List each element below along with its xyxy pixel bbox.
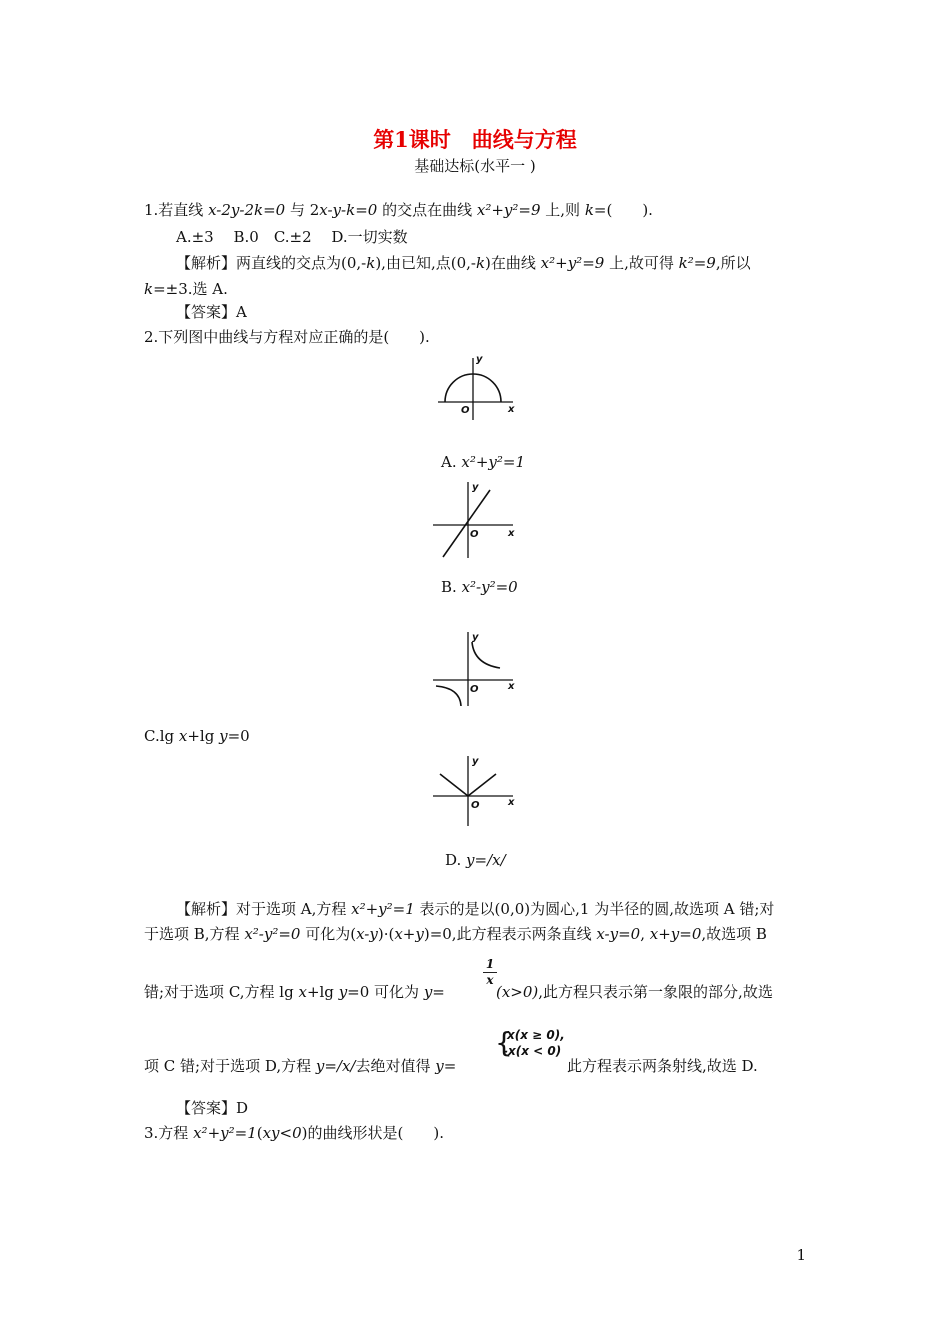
equation: x²+y²=1 xyxy=(351,900,415,918)
q2-analysis-line3-left xyxy=(144,982,445,1002)
equation: k²=9 xyxy=(678,254,716,272)
variable: k xyxy=(584,201,594,219)
equation: x-y xyxy=(356,925,378,943)
text: ( xyxy=(256,1124,263,1142)
text: =0 可化为 xyxy=(347,983,424,1001)
text: D. xyxy=(445,851,467,869)
equation: y=/x/ xyxy=(315,1057,356,1075)
q2-answer: 【答案】D xyxy=(176,1099,249,1117)
equation: y= xyxy=(423,983,445,1001)
q1-options: A.±3 B.0 C.±2 D.一切实数 xyxy=(176,228,408,246)
q1-analysis xyxy=(176,253,751,273)
equation: x²-y²=0 xyxy=(244,925,301,943)
axis-x-label: x xyxy=(508,404,515,415)
q1-analysis-cont xyxy=(144,279,228,299)
axis-x-label: x xyxy=(508,528,515,539)
text: ,故选项 B xyxy=(701,925,767,943)
condition: (x>0) xyxy=(496,983,539,1001)
axis-x-label: x xyxy=(508,797,515,808)
page-title: 第1课时 曲线与方程 xyxy=(373,127,577,152)
text: 于选项 B,方程 xyxy=(144,925,245,943)
equation: x+y=0 xyxy=(649,925,702,943)
figure-a-semicircle xyxy=(428,352,523,422)
equation: x²+y²=9 xyxy=(540,254,605,272)
text: 1.若直线 xyxy=(144,201,209,219)
equation: y=/x/ xyxy=(466,851,506,869)
equation: x-2y-2k=0 xyxy=(208,201,286,219)
axis-y-label: y xyxy=(472,756,479,767)
origin-label: O xyxy=(461,405,470,416)
caption-b xyxy=(441,577,518,597)
hyperbola-branch-third-quadrant xyxy=(436,686,461,706)
q2-stem: 2.下列图中曲线与方程对应正确的是( ). xyxy=(144,328,430,346)
text: +lg xyxy=(187,727,220,745)
q2-analysis-line2 xyxy=(144,924,767,944)
origin-label: O xyxy=(471,800,480,811)
caption-c xyxy=(144,726,250,746)
variable: y xyxy=(338,983,348,1001)
text: +lg xyxy=(306,983,339,1001)
variable: k xyxy=(366,254,376,272)
text: 上,则 xyxy=(540,201,585,219)
line-curve xyxy=(443,490,490,557)
fraction-denominator: x xyxy=(486,973,494,987)
page-subtitle: 基础达标(水平一 ) xyxy=(414,157,536,175)
equation: x²+y²=1 xyxy=(193,1124,257,1142)
piecewise-case-2: -x(x < 0) xyxy=(503,1044,562,1058)
q2-analysis-line4-right: 此方程表示两条射线,故选 D. xyxy=(567,1057,758,1075)
text: )的曲线形状是( ). xyxy=(301,1124,444,1142)
text: )在曲线 xyxy=(485,254,541,272)
caption-a xyxy=(441,452,525,472)
text: =±3.选 A. xyxy=(153,280,228,298)
equation: x²-y²=0 xyxy=(461,578,518,596)
text: ,所以 xyxy=(715,254,751,272)
text: 项 C 错;对于选项 D,方程 xyxy=(144,1057,316,1075)
q1-answer: 【答案】A xyxy=(176,303,247,321)
equation: x²+y²=1 xyxy=(461,453,526,471)
text: 【解析】两直线的交点为(0,- xyxy=(176,254,367,272)
text: 与 2 xyxy=(285,201,320,219)
text: 去绝对值得 xyxy=(355,1057,436,1075)
text: )=0,此方程表示两条直线 xyxy=(423,925,597,943)
text: B. xyxy=(441,578,462,596)
fraction-numerator: 1 xyxy=(485,957,495,971)
text: ),由已知,点(0,- xyxy=(375,254,476,272)
brace-icon: { xyxy=(495,1026,513,1059)
text: C.lg xyxy=(144,727,179,745)
q1-stem xyxy=(144,200,653,220)
page-number: 1 xyxy=(796,1246,806,1264)
equation: y= xyxy=(435,1057,457,1075)
text: 上,故可得 xyxy=(604,254,679,272)
variable: k xyxy=(475,254,486,272)
variable: x xyxy=(298,983,307,1001)
left-ray xyxy=(440,774,468,796)
axis-y-label: y xyxy=(472,632,479,643)
figure-d-abs-value xyxy=(428,752,523,828)
text: =0 xyxy=(227,727,250,745)
origin-label: O xyxy=(470,684,479,695)
right-ray xyxy=(468,774,496,796)
equation: x+y xyxy=(394,925,424,943)
figure-b-line xyxy=(428,478,523,560)
equation: x²+y²=9 xyxy=(476,201,541,219)
text: 的交点在曲线 xyxy=(377,201,477,219)
text: , xyxy=(640,925,650,943)
text: 错;对于选项 C,方程 lg xyxy=(144,983,299,1001)
text: A. xyxy=(441,453,462,471)
origin-label: O xyxy=(470,529,479,540)
text: 可化为( xyxy=(300,925,357,943)
text: )·( xyxy=(377,925,395,943)
q3-stem xyxy=(144,1123,444,1143)
axis-y-label: y xyxy=(476,354,483,365)
caption-d xyxy=(445,850,506,870)
variable: k xyxy=(144,280,154,298)
piecewise-case-1: x(x ≥ 0), xyxy=(507,1028,565,1042)
figure-c-hyperbola xyxy=(428,628,523,708)
axis-x-label: x xyxy=(508,681,515,692)
variable: y xyxy=(219,727,228,745)
fraction-one-over-x xyxy=(483,958,497,987)
equation: x-y=0 xyxy=(596,925,641,943)
condition: xy<0 xyxy=(262,1124,302,1142)
text: 表示的是以(0,0)为圆心,1 为半径的圆,故选项 A 错;对 xyxy=(414,900,775,918)
axis-y-label: y xyxy=(472,482,479,493)
equation: x-y-k=0 xyxy=(319,201,378,219)
text: ,此方程只表示第一象限的部分,故选 xyxy=(538,983,773,1001)
piecewise-function xyxy=(497,1027,565,1059)
text: =( ). xyxy=(593,201,653,219)
text: 【解析】对于选项 A,方程 xyxy=(176,900,352,918)
variable: x xyxy=(178,727,188,745)
q2-analysis-line4-left xyxy=(144,1056,456,1076)
q2-analysis-line1 xyxy=(176,899,774,919)
hyperbola-branch-first-quadrant xyxy=(472,642,500,668)
q2-analysis-line3-right xyxy=(496,982,773,1002)
text: 3.方程 xyxy=(144,1124,194,1142)
